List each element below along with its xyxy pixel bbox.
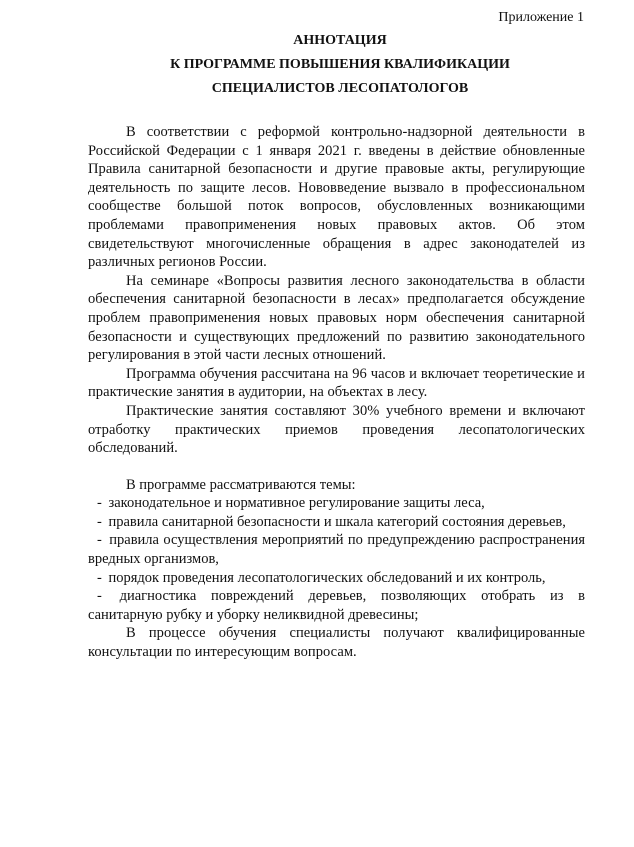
topic-item — [88, 494, 585, 513]
title-line-3: СПЕЦИАЛИСТОВ ЛЕСОПАТОЛОГОВ — [211, 81, 469, 96]
paragraph: Программа обучения рассчитана на 96 часов и включает теоретические и практические занятия в аудитории, на объектах в лесу. — [88, 365, 585, 401]
paragraph: На семинаре «Вопросы развития лесного законодательства в области обеспечения санитарной безопасности в лесах» предполагается обсуждение проблем правоприменения новых правовых норм обеспечения санитарной безопасности и существующих предложений по развитию законодательного регулирования в этой части лесных отношений. — [88, 272, 585, 364]
title-line-2: К ПРОГРАММЕ ПОВЫШЕНИЯ КВАЛИФИКАЦИИ — [170, 57, 510, 72]
topic-text: правила санитарной безопасности и шкала категорий состояния деревьев, — [108, 513, 566, 530]
document-body — [88, 123, 585, 662]
topic-text: законодательное и нормативное регулирование защиты леса, — [108, 495, 485, 512]
topic-item — [88, 587, 585, 624]
closing-paragraph: В процессе обучения специалисты получают квалифицированные консультации по интересующим вопросам. — [88, 625, 585, 661]
title-line-1: АННОТАЦИЯ — [293, 33, 387, 48]
topic-item — [88, 513, 585, 532]
list-marker: - — [97, 588, 102, 605]
topic-text: диагностика повреждений деревьев, позволяющих отобрать из в санитарную рубку и уборку неликвидной древесины; — [88, 588, 586, 623]
topic-text: правила осуществления мероприятий по предупреждению распространения вредных организмов, — [88, 532, 585, 568]
topic-item — [88, 531, 585, 568]
spacer — [88, 458, 585, 476]
list-marker: - — [97, 569, 102, 586]
topic-item — [88, 569, 585, 588]
appendix-label: Приложение 1 — [498, 10, 584, 25]
list-marker: - — [97, 513, 102, 530]
paragraph: Практические занятия составляют 30% учебного времени и включают отработку практических приемов проведения лесопатологических обследований. — [88, 402, 585, 457]
list-marker: - — [97, 495, 102, 512]
paragraph: В соответствии с реформой контрольно-надзорной деятельности в Российской Федерации с 1 января 2021 г. введены в действие обновленные Правила санитарной безопасности и другие правовые акты, регулирующие деятельность по защите лесов. Нововведение вызвало в профессиональном сообществе большой поток вопросов, обусловленных возникающими проблемами правоприменения новых правовых актов. Об этом свидетельствуют многочисленные обращения в адрес законодателей из различных регионов России. — [88, 124, 585, 271]
list-marker: - — [97, 532, 102, 549]
topics-intro: В программе рассматриваются темы: — [126, 476, 356, 493]
topic-text: порядок проведения лесопатологических обследований и их контроль, — [108, 569, 546, 586]
